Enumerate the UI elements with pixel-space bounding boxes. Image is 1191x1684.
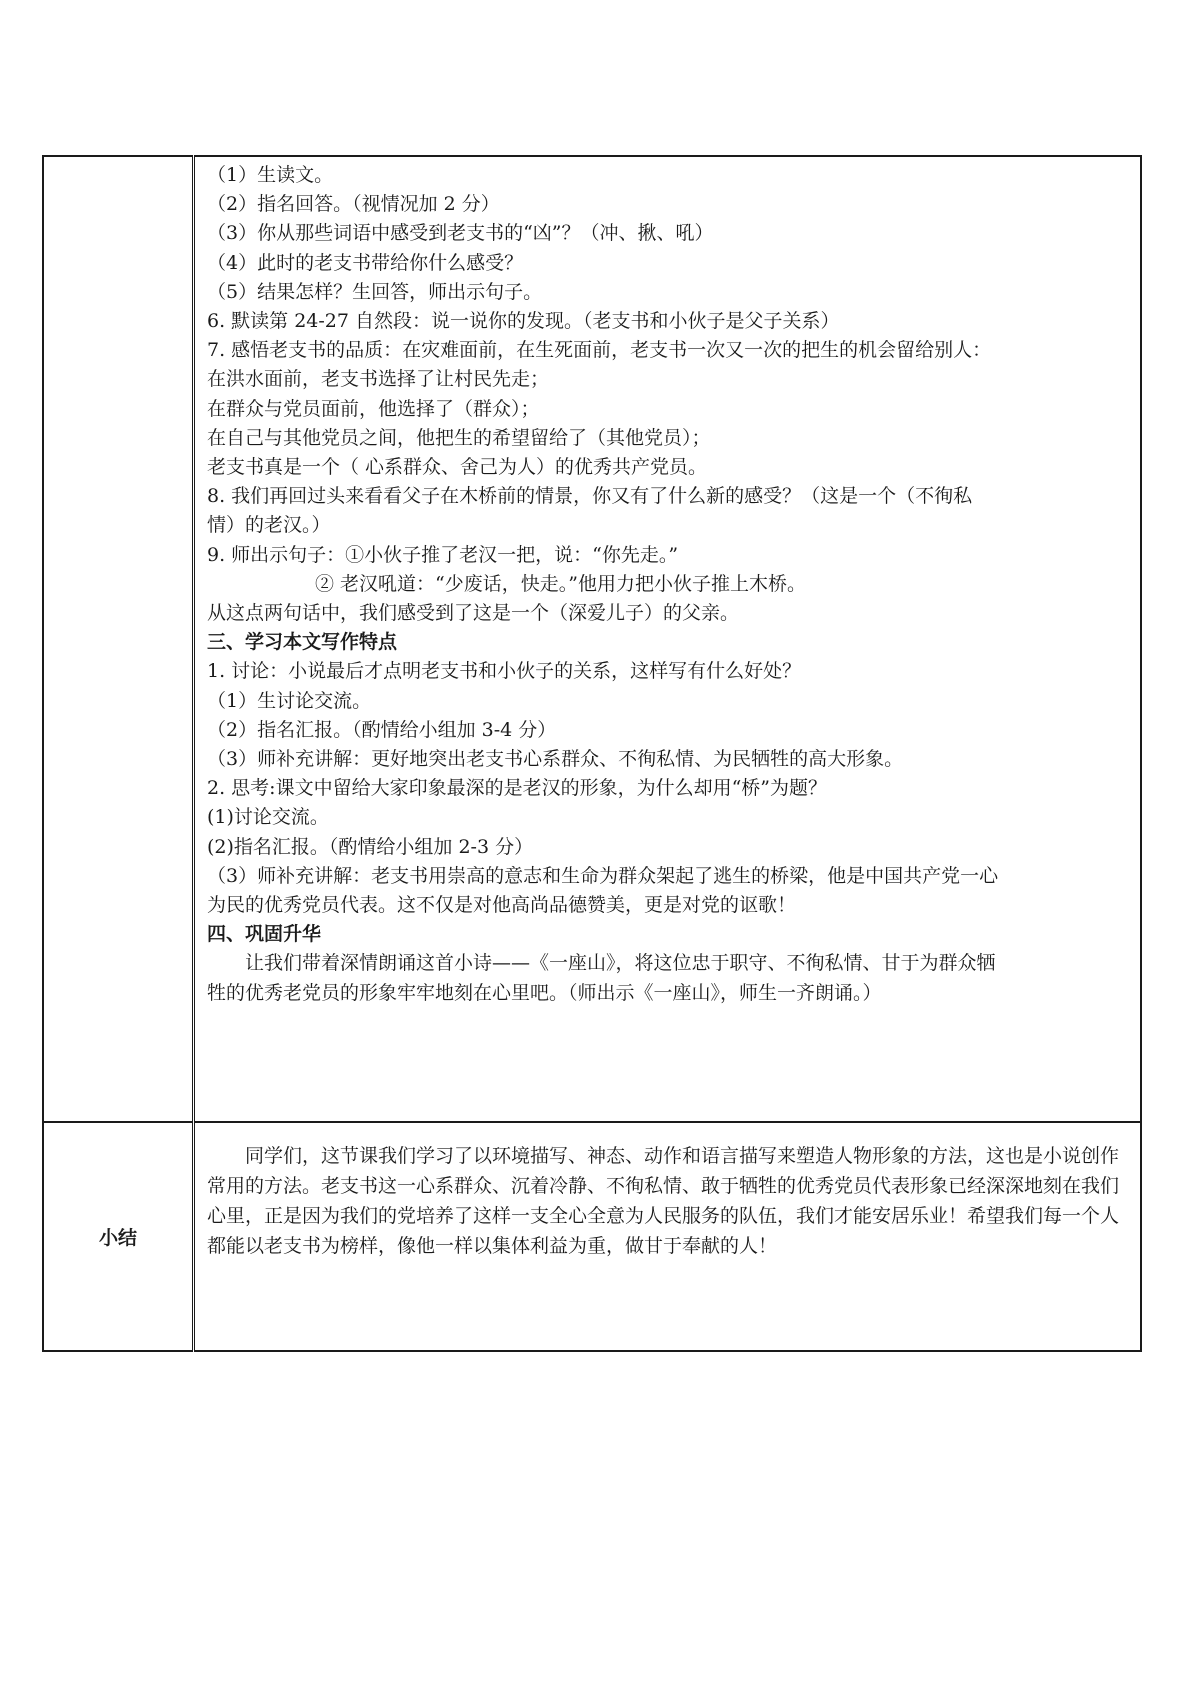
text-line: ② 老汉吼道：“少废话，快走。”他用力把小伙子推上木桥。 [315, 572, 806, 595]
teaching-process-content [195, 157, 1140, 1121]
text-line: 情）的老汉。） [207, 514, 331, 537]
summary-content [195, 1123, 1140, 1350]
text-line: (1)讨论交流。 [207, 806, 329, 829]
text-line: 牲的优秀老党员的形象牢牢地刻在心里吧。（师出示《一座山》，师生一齐朗诵。） [207, 981, 882, 1004]
text-line: 1. 讨论：小说最后才点明老支书和小伙子的关系，这样写有什么好处？ [207, 660, 802, 683]
summary-text: 同学们，这节课我们学习了以环境描写、神态、动作和语言描写来塑造人物形象的方法，这也是小说创作常用的方法。老支书这一心系群众、沉着冷静、不徇私情、敢于牺牲的优秀党员代表形象已经深深地刻在我们心里，正是因为我们的党培养了这样一支全心全意为人民服务的队伍，我们才能安居乐业！希望我们每一个人都能以老支书为榜样，像他一样以集体利益为重，做甘于奉献的人！ [207, 1145, 1120, 1257]
section-heading: 四、巩固升华 [207, 923, 322, 946]
text-line: （1）生讨论交流。 [207, 689, 372, 712]
text-line: （3）师补充讲解：更好地突出老支书心系群众、不徇私情、为民牺牲的高大形象。 [207, 748, 904, 771]
text-line: （2）指名回答。（视情况加 2 分） [207, 193, 500, 216]
text-line: 6. 默读第 24-27 自然段：说一说你的发现。（老支书和小伙子是父子关系） [207, 310, 840, 333]
text-line: 让我们带着深情朗诵这首小诗——《一座山》，将这位忠于职守、不徇私情、甘于为群众牺 [245, 952, 996, 975]
text-line: （5）结果怎样？生回答，师出示句子。 [207, 280, 543, 303]
summary-row [43, 1122, 1141, 1351]
text-line: 老支书真是一个（ 心系群众、舍己为人）的优秀共产党员。 [207, 456, 708, 479]
text-line: （4）此时的老支书带给你什么感受？ [207, 251, 524, 274]
text-line: 2. 思考:课文中留给大家印象最深的是老汉的形象，为什么却用“桥”为题？ [207, 777, 827, 800]
summary-label: 小结 [43, 1122, 194, 1351]
text-line: 在群众与党员面前，他选择了（群众）； [207, 397, 540, 420]
text-line: (2)指名汇报。（酌情给小组加 2-3 分） [207, 835, 534, 858]
teaching-process-cell [194, 156, 1142, 1122]
text-line: （3）你从那些词语中感受到老支书的“凶”？（冲、揪、吼） [207, 222, 714, 245]
summary-cell [194, 1122, 1142, 1351]
text-line: 8. 我们再回过头来看看父子在木桥前的情景，你又有了什么新的感受？（这是一个（不徇私 [207, 485, 973, 508]
text-line: 在自己与其他党员之间，他把生的希望留给了（其他党员）； [207, 426, 711, 449]
lesson-plan-table [42, 155, 1142, 1352]
text-line: 在洪水面前，老支书选择了让村民先走； [207, 368, 550, 391]
text-line: 7. 感悟老支书的品质：在灾难面前，在生死面前，老支书一次又一次的把生的机会留给别人： [207, 339, 992, 362]
text-line: 从这点两句话中，我们感受到了这是一个（深爱儿子）的父亲。 [207, 602, 740, 625]
text-line: （1）生读文。 [207, 164, 334, 186]
teaching-process-row [43, 156, 1141, 1122]
section-heading: 三、学习本文写作特点 [207, 631, 398, 654]
empty-label-cell [43, 156, 194, 1122]
text-line: 9. 师出示句子：①小伙子推了老汉一把，说：“你先走。” [207, 543, 679, 566]
text-line: （3）师补充讲解：老支书用崇高的意志和生命为群众架起了逃生的桥梁，他是中国共产党一心 [207, 864, 999, 887]
text-line: （2）指名汇报。（酌情给小组加 3-4 分） [207, 718, 557, 741]
text-line: 为民的优秀党员代表。这不仅是对他高尚品德赞美，更是对党的讴歌！ [207, 894, 797, 917]
